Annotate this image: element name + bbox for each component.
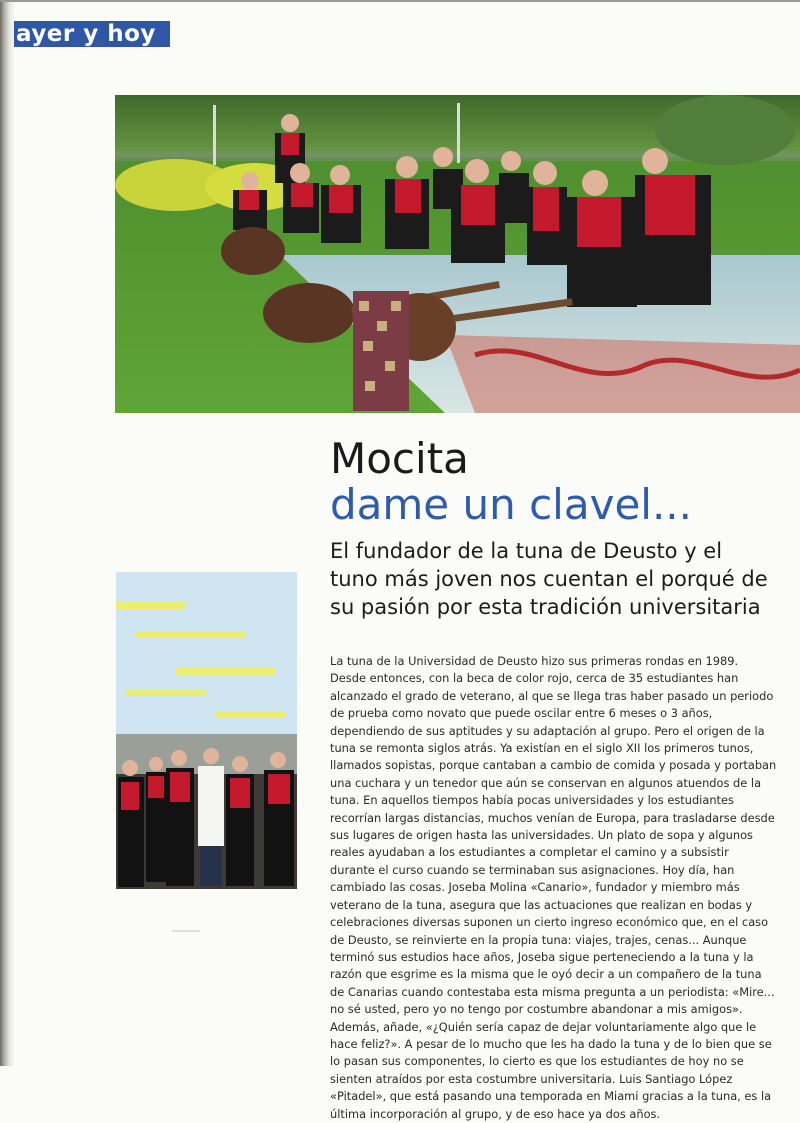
title-line-2: dame un clavel...: [330, 480, 693, 529]
page-spine-shadow: [0, 0, 14, 1066]
top-rule: [0, 0, 800, 2]
body-text-part-1: La tuna de la Universidad de Deusto hizo sus primeras rondas en 1989. Desde entonces, con la beca de color rojo, cerca de 35 estudiantes han alcanzado el grado de veterano, al que se llega tras haber pasado un periodo de prueba como novato que puede oscilar entre 6 meses o 3 años, dependiendo de sus aptitudes y su adaptación al grupo. Pero el origen de la tuna se remonta siglos atrás. Ya existían en el siglo: [330, 654, 774, 756]
article-title: [330, 436, 692, 528]
article-subtitle: El fundador de la tuna de Deusto y el tuno más joven nos cuentan el porqué de su pasión por esta tradición universitaria: [330, 539, 768, 619]
century-numeral: XII: [625, 741, 641, 756]
fold-mark: [172, 930, 200, 932]
tunos-group-photo: [116, 572, 297, 889]
title-line-1: Mocita: [330, 434, 469, 483]
section-tag: ayer y hoy: [14, 21, 170, 47]
body-text-part-2: los primeros tunos, llamados sopistas, porque cantaban a cambio de comida y posada y portaban una cuchara y un tenedor que aún se conservan en algunos atuendos de la tuna. En aquellos tiempos había pocas universidades y los estudiantes recorrían largas distancias, muchos venían de Europa, para trasladarse desde sus lugares de origen hasta las universidades. Un plato de sopa y algunos reales ayudaban a los estudiantes a completar el camino y a subsistir durante el curso cuando se terminaban sus asignaciones. Hoy día, han cambiado las cosas. Joseba Molina «Canario», fundador y miembro más veterano de la tuna, asegura que las actuaciones que realizan en bodas y celebraciones diversas suponen un cierto ingreso económico que, en el caso de Deusto, se reinvierte en la propia tuna: viajes, trajes, cenas... Aunque terminó sus estudios hace años, Joseba sigue perteneciendo a la tuna y la razón que esgrime es la misma que le oyó decir a un compañero de la tuna de Canarias cuando contestaba esta misma pregunta a un periodista: «Mire... no sé usted, pero yo no tengo por costumbre abandonar a mis amigos». Además, añade, «¿Quién sería capaz de dejar voluntariamente algo que le hace feliz?». A pesar de lo mucho que les ha dado la tuna y de lo bien que se lo pasan sus componentes, lo cierto es que los estudiantes de hoy no se sienten atraídos por esta costumbre universitaria. Luis Santiago López «Pitadel», que está pasando una temporada en Miami gracias a la tuna, es la última incorporación al grupo, y de eso hace ya dos años.: [330, 741, 777, 1121]
group-photo-boat: [115, 95, 800, 413]
article-body: [330, 653, 777, 1123]
